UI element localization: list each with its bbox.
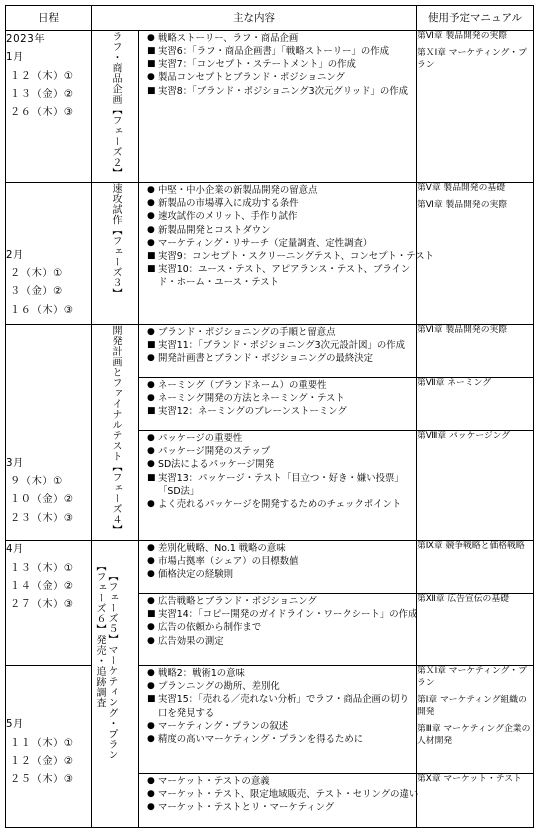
manual-cell <box>417 594 534 666</box>
list-item <box>147 472 413 498</box>
list-item <box>147 788 419 801</box>
list-item <box>147 458 413 471</box>
list-item <box>147 237 413 250</box>
bullet-icon: ● <box>147 393 155 404</box>
list-item <box>147 635 413 648</box>
bullet-icon: ● <box>147 635 155 646</box>
content-list <box>139 594 416 649</box>
date-cell <box>6 541 92 666</box>
list-item <box>147 693 413 719</box>
bullet-icon: ● <box>147 185 155 196</box>
list-item <box>147 801 413 814</box>
manual-reference: 第Ⅹ章 マーケット・テスト <box>417 774 522 785</box>
list-item <box>147 379 413 392</box>
phase5-label: 【フェーズ５】マーケティング・プラン <box>106 571 117 761</box>
list-item-text: パッケージの重要性 <box>158 433 243 445</box>
manual-cell <box>417 541 534 594</box>
manual-cell <box>417 774 534 828</box>
manual-reference: 第Ⅷ章 パッケージング <box>417 431 510 442</box>
content-cell <box>139 541 417 594</box>
list-item <box>147 445 413 458</box>
session-date: ２５（木）③ <box>10 774 74 786</box>
list-item-text: パッケージ開発のステップ <box>158 446 271 458</box>
month-label: 4月 <box>6 544 24 556</box>
content-cell <box>139 594 417 666</box>
content-cell <box>139 431 417 541</box>
bullet-icon: ● <box>147 681 155 692</box>
content-cell <box>139 325 417 378</box>
manual-reference: 第ＸⅠ章 マーケティング・プラン <box>417 47 527 70</box>
list-item-text: 実習13：パッケージ・テスト「目立つ・好き・嫌い投票」「SD法」 <box>158 472 404 497</box>
manual-reference: 第Ⅰ章 マーケティング組織の開発 <box>417 694 527 717</box>
session-date: １２（金）② <box>10 755 74 767</box>
list-item-text: ブランド・ポジショニングの手順と留意点 <box>158 327 336 339</box>
list-item-text: 広告の依頼から制作まで <box>158 622 262 634</box>
list-item-text: 実習6：「ラフ・商品企画書」「戦略ストーリー」の作成 <box>158 46 389 58</box>
session-date: １０（金）② <box>10 494 74 506</box>
list-item-text: ネーミング開発の方法とネーミング・テスト <box>158 393 345 405</box>
bullet-icon: ● <box>147 543 155 554</box>
list-item-text: 広告戦略とブランド・ポジショニング <box>158 596 317 608</box>
table-row <box>6 666 534 774</box>
list-item <box>147 58 413 71</box>
manual-cell <box>417 666 534 774</box>
table-row <box>6 325 534 378</box>
content-list <box>139 378 416 419</box>
list-item-text: ネーミング（ブランドネーム）の重要性 <box>158 380 327 392</box>
content-list <box>139 666 416 747</box>
list-item-text: SD法によるパッケージ開発 <box>158 459 275 471</box>
list-item-text: 広告効果の測定 <box>158 635 224 647</box>
exercise-bullet-icon: ■ <box>147 406 156 417</box>
content-list <box>139 325 416 366</box>
list-item-text: よく売れるパッケージを開発するためのチェックポイント <box>158 498 402 510</box>
manual-reference: 第Ⅲ章 マーケティング企業の人材開発 <box>417 723 531 746</box>
phase6-label: 【フェーズ６】発売・追跡調査 <box>94 561 105 709</box>
list-item <box>147 197 413 210</box>
session-date: ３（金）② <box>10 286 63 298</box>
exercise-bullet-icon: ■ <box>147 85 156 96</box>
manual-reference: 第Ⅻ章 広告宣伝の基礎 <box>417 594 509 605</box>
list-item-text: マーケット・テスト、限定地域販売、テスト・セリングの違い <box>158 789 419 801</box>
phase-label: 速攻試作【フェーズ３】 <box>92 183 139 325</box>
list-item-text: マーケット・テストの意義 <box>158 776 270 788</box>
list-item <box>147 733 413 746</box>
month-label: 1月 <box>6 52 24 64</box>
phase-label: ラフ・商品企画【フェーズ２】 <box>92 31 139 183</box>
manual-reference: 第ＸⅠ章 マーケティング・プラン <box>417 666 527 689</box>
list-item <box>147 32 413 45</box>
manual-cell <box>417 431 534 541</box>
content-list <box>139 431 416 512</box>
list-item-text: マーケット・テストとリ・マーケティング <box>158 802 335 814</box>
list-item <box>147 263 413 289</box>
list-item-text: 実習8：「ブランド・ポジショニング3次元グリッド」の作成 <box>158 85 409 97</box>
list-item-text: 価格決定の経験則 <box>158 569 234 581</box>
list-item <box>147 680 413 693</box>
bullet-icon: ● <box>147 353 155 364</box>
bullet-icon: ● <box>147 776 155 787</box>
bullet-icon: ● <box>147 622 155 633</box>
bullet-icon: ● <box>147 802 155 813</box>
list-item-text: 開発計画書とブランド・ポジショニングの最終決定 <box>158 353 374 365</box>
list-item-text: 新製品の市場導入に成功する条件 <box>158 198 299 210</box>
bullet-icon: ● <box>147 327 155 338</box>
session-date: １３（金）② <box>10 89 74 101</box>
content-cell <box>139 31 417 183</box>
phase-label: 開発計画とファイナルテスト【フェーズ４】 <box>92 325 139 541</box>
manual-cell <box>417 325 534 378</box>
manual-reference: 第Ⅴ章 製品開発の基礎 <box>417 183 505 194</box>
list-item-text: 実習9：コンセプト・スクリーニングテスト、コンセプト・テスト <box>158 250 435 262</box>
content-cell <box>139 378 417 431</box>
list-item-text: プランニングの勘所、差別化 <box>158 681 280 693</box>
content-list <box>139 541 416 582</box>
content-list <box>139 183 435 290</box>
header-content: 主な内容 <box>92 6 417 31</box>
session-date: １１（木）① <box>10 737 74 749</box>
session-date: １３（木）① <box>10 562 74 574</box>
date-cell <box>6 31 92 183</box>
list-item <box>147 568 413 581</box>
session-date: ２６（木）③ <box>10 107 74 119</box>
list-item <box>147 720 413 733</box>
session-date: １６（木）③ <box>10 304 74 316</box>
table-header-row <box>6 6 534 31</box>
schedule-table <box>5 5 534 828</box>
session-date: ９（木）① <box>10 476 63 488</box>
bullet-icon: ● <box>147 789 155 800</box>
list-item <box>147 498 413 511</box>
list-item <box>147 45 413 58</box>
session-date: ２７（木）③ <box>10 599 74 611</box>
bullet-icon: ● <box>147 596 155 607</box>
list-item <box>147 542 413 555</box>
phase-label <box>92 541 139 828</box>
exercise-bullet-icon: ■ <box>147 340 156 351</box>
list-item-text: 戦略2：戦術1の意味 <box>158 668 245 680</box>
header-manual: 使用予定マニュアル <box>417 6 534 31</box>
date-cell <box>6 325 92 541</box>
session-date: １４（金）② <box>10 580 74 592</box>
list-item-text: 実習15：「売れる／売れない分析」でラフ・商品企画の切り口を発見する <box>158 694 409 719</box>
manual-reference: 第Ⅵ章 製品開発の実際 <box>417 325 508 336</box>
list-item-text: 実習11：「ブランド・ポジショニング3次元設計図」の作成 <box>158 340 405 352</box>
manual-reference: 第Ⅵ章 製品開発の実際 <box>417 31 508 41</box>
list-item <box>147 405 413 418</box>
bullet-icon: ● <box>147 72 155 83</box>
bullet-icon: ● <box>147 569 155 580</box>
bullet-icon: ● <box>147 211 155 222</box>
date-cell <box>6 183 92 325</box>
bullet-icon: ● <box>147 237 155 248</box>
list-item <box>147 608 418 621</box>
list-item-text: 戦略ストーリー、ラフ・商品企画 <box>158 33 299 44</box>
content-list <box>139 31 416 99</box>
list-item-text: 新製品開発とコストダウン <box>158 224 271 236</box>
list-item-text: 製品コンセプトとブランド・ポジショニング <box>158 72 345 84</box>
list-item <box>147 775 413 788</box>
session-date: １２（木）① <box>10 70 74 82</box>
list-item <box>147 224 413 237</box>
year-label: 2023年 <box>6 34 46 45</box>
date-cell <box>6 666 92 828</box>
session-date: ２３（木）③ <box>10 512 74 524</box>
bullet-icon: ● <box>147 459 155 470</box>
bullet-icon: ● <box>147 33 155 43</box>
list-item <box>147 352 413 365</box>
list-item-text: 差別化戦略、No.1 戦略の意味 <box>158 543 286 555</box>
bullet-icon: ● <box>147 556 155 567</box>
manual-reference: 第Ⅸ章 競争戦略と価格戦略 <box>417 541 525 552</box>
session-date: ２（木）① <box>10 268 63 280</box>
bullet-icon: ● <box>147 198 155 209</box>
list-item-text: 速攻試作のメリット、手作り試作 <box>158 211 298 223</box>
content-cell <box>139 183 435 325</box>
list-item <box>147 250 435 263</box>
month-label: 3月 <box>6 457 24 469</box>
list-item <box>147 210 413 223</box>
table-row <box>6 31 534 183</box>
exercise-bullet-icon: ■ <box>147 250 156 261</box>
bullet-icon: ● <box>147 498 155 509</box>
list-item <box>147 555 413 568</box>
list-item-text: 市場占拠率（シェア）の目標数値 <box>158 556 299 568</box>
content-cell <box>139 774 417 828</box>
list-item-text: 中堅・中小企業の新製品開発の留意点 <box>158 185 318 197</box>
list-item <box>147 339 413 352</box>
list-item-text: 実習12：ネーミングのブレーンストーミング <box>158 406 347 418</box>
manual-reference: 第Ⅶ章 ネーミング <box>417 378 492 389</box>
list-item-text: 実習14：「コピー開発のガイドライン・ワークシート」の作成 <box>158 609 418 621</box>
exercise-bullet-icon: ■ <box>147 59 156 70</box>
bullet-icon: ● <box>147 380 155 391</box>
list-item-text: 精度の高いマーケティング・プランを得るために <box>158 733 364 745</box>
bullet-icon: ● <box>147 433 155 444</box>
list-item <box>147 432 413 445</box>
list-item <box>147 326 413 339</box>
list-item <box>147 392 413 405</box>
exercise-bullet-icon: ■ <box>147 694 156 705</box>
list-item-text: マーケティング・プランの叙述 <box>158 720 289 732</box>
month-label: 5月 <box>6 719 24 731</box>
list-item <box>147 71 413 84</box>
exercise-bullet-icon: ■ <box>147 609 156 620</box>
list-item-text: マーケティング・リサーチ（定量調査、定性調査） <box>158 237 373 249</box>
list-item-text: 実習7：「コンセプト・ステートメント」の作成 <box>158 59 356 71</box>
exercise-bullet-icon: ■ <box>147 46 156 57</box>
manual-cell <box>417 378 534 431</box>
exercise-bullet-icon: ■ <box>147 472 156 483</box>
list-item <box>147 621 413 634</box>
list-item <box>147 667 413 680</box>
bullet-icon: ● <box>147 733 155 744</box>
header-date: 日程 <box>6 6 92 31</box>
bullet-icon: ● <box>147 446 155 457</box>
list-item <box>147 184 413 197</box>
bullet-icon: ● <box>147 720 155 731</box>
table-row <box>6 541 534 594</box>
content-list <box>139 774 419 815</box>
bullet-icon: ● <box>147 224 155 235</box>
manual-reference: 第Ⅵ章 製品開発の実際 <box>417 200 508 211</box>
month-label: 2月 <box>6 249 24 261</box>
content-cell <box>139 666 417 774</box>
table-row <box>6 183 534 325</box>
list-item-text: 実習10：ユース・テスト、アピアランス・テスト、ブラインド・ホーム・ユース・テスト <box>158 264 411 289</box>
list-item <box>147 85 413 98</box>
bullet-icon: ● <box>147 668 155 679</box>
list-item <box>147 595 413 608</box>
exercise-bullet-icon: ■ <box>147 264 156 275</box>
manual-cell <box>417 31 534 183</box>
